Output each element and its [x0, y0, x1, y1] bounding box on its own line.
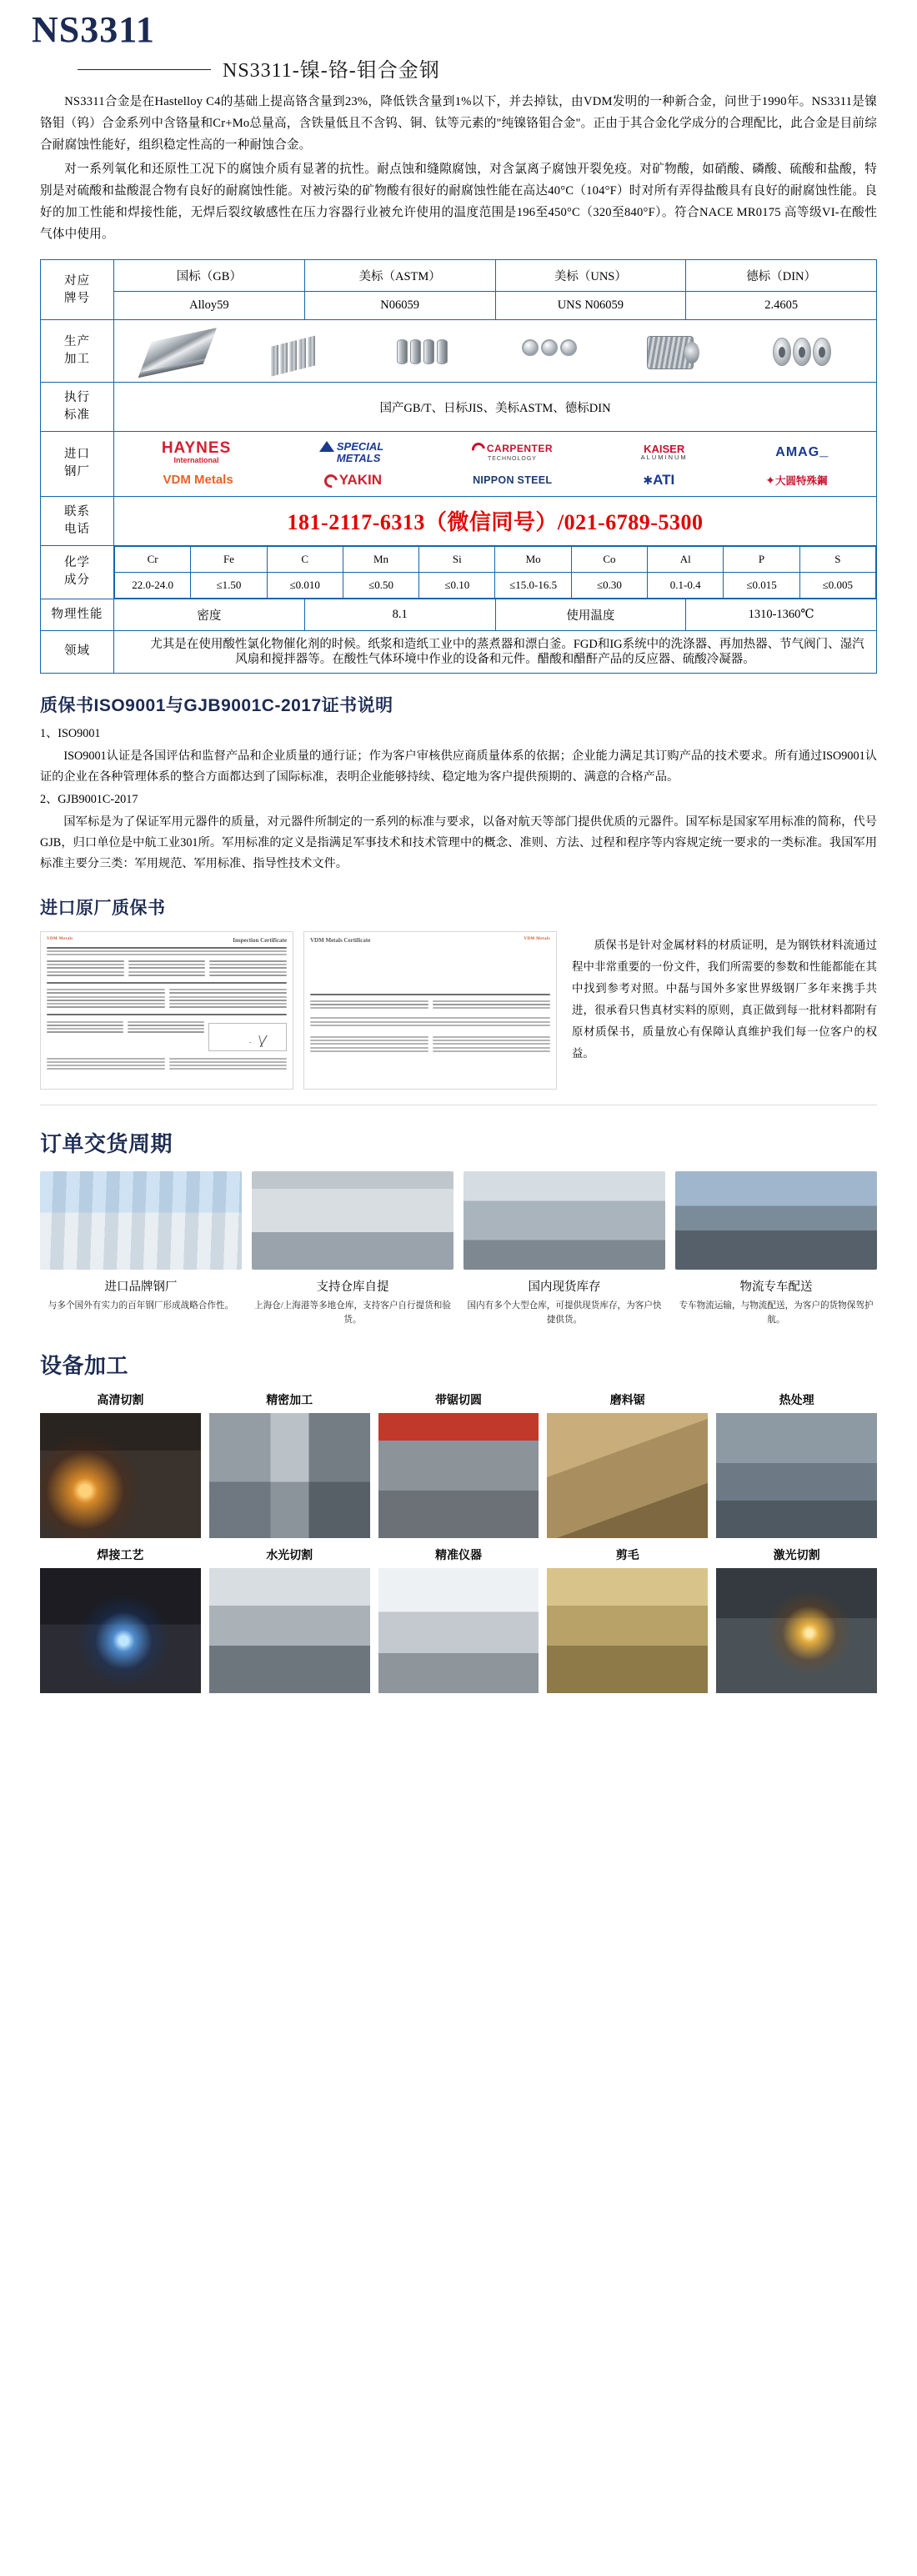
- steel-sheet-image: [146, 329, 218, 373]
- row-label-mills: [41, 432, 114, 497]
- row-label-line-1: 对应: [64, 273, 90, 288]
- chem-value-p: ≤0.015: [724, 572, 799, 598]
- equipment-title: 热处理: [779, 1394, 814, 1407]
- equipment-title: 带锯切圆: [434, 1394, 482, 1407]
- intro-section: [0, 83, 917, 245]
- chem-value-s: ≤0.005: [799, 572, 875, 598]
- table-row-brand-values: [41, 292, 877, 320]
- yakin-logo: YAKIN: [324, 473, 382, 488]
- order-card: [40, 1171, 242, 1327]
- subtitle-row: [32, 53, 917, 83]
- table-row-production: [41, 320, 877, 383]
- row-label-line-1: 生产: [64, 335, 90, 348]
- horizontal-rule: [78, 69, 211, 70]
- order-card: [464, 1171, 665, 1327]
- import-cert-description: 质保书是针对金属材料的材质证明，是为钢铁材料流通过程中非常重要的一份文件，我们所需要的参数和性能都能在其中找到参考对照。中磊与国外多家世界级钢厂多年来携手共进，很承看只售真材实料的原则，真正做到每一批材料都附有原材质保书，质量放心有保障认真维护我们每一位客户的权益。: [572, 938, 877, 1060]
- row-label-standard: [41, 383, 114, 432]
- order-section-heading: 订单交货周期: [40, 1130, 173, 1156]
- production-images-cell: [114, 320, 877, 383]
- row-label-line-1: 联系: [64, 504, 90, 519]
- col-header-uns: 美标（UNS）: [495, 260, 686, 292]
- row-label-line-2: 加工: [64, 353, 90, 366]
- equipment-cell: [378, 1391, 539, 1538]
- mill-logo-row-2: [118, 473, 873, 488]
- stock-photo: [464, 1171, 665, 1270]
- field-value: 尤其是在使用酸性氯化物催化剂的时候。纸浆和造纸工业中的蒸煮器和漂白釜。FGD和IG系统中的洗涤器、再加热器、节气阀门、湿汽风扇和搅拌器等。在酸性气体环境中作业的设备和元件。醋酸和醋酐产品的反应器、硫酸冷凝器。: [114, 630, 877, 673]
- table-row-chemistry: [41, 545, 877, 599]
- equipment-title: 水光切割: [266, 1549, 313, 1562]
- temperature-label: 使用温度: [495, 599, 686, 630]
- order-card-title: 进口品牌钢厂: [104, 1280, 178, 1294]
- welding-photo: [40, 1568, 201, 1693]
- chem-element-mo: Mo: [495, 546, 571, 572]
- cert-item-2-number: 2、GJB9001C-2017: [40, 792, 138, 806]
- standard-value: 国产GB/T、日标JIS、美标ASTM、德标DIN: [114, 383, 877, 432]
- density-value: 8.1: [304, 599, 495, 630]
- chem-element-al: Al: [648, 546, 724, 572]
- row-label-contact: [41, 496, 114, 545]
- equipment-cell: [547, 1391, 708, 1538]
- value-din: 2.4605: [686, 292, 877, 320]
- row-label-line-2: 钢厂: [64, 465, 90, 479]
- equipment-cell: [209, 1391, 370, 1538]
- table-row-standard: [41, 383, 877, 432]
- table-row-contact: [41, 496, 877, 545]
- page-header: [0, 0, 917, 83]
- nippon-steel-logo: NIPPON STEEL: [473, 474, 553, 486]
- cert-section-body: [0, 724, 917, 875]
- equipment-cell: [716, 1391, 877, 1538]
- intro-paragraph-1: NS3311合金是在Hastelloy C4的基础上提高铬含量到23%，降低铁含量到1%以下，并去掉钛，由VDM发明的一种新合金，问世于1990年。NS3311是镍铬钼（钨）合金系列中含铬量和Cr+Mo总量高，含铁量低且不含钨、铜、钛等元素的"纯镍铬钼合金"。正由于其合金化学成分的合理配比，此合金是目前综合耐腐蚀性能好，组织稳定性高的一种耐蚀合金。: [40, 95, 877, 152]
- haynes-logo: HAYNES International: [161, 439, 232, 464]
- cert-left-title: Inspection Certificate: [233, 936, 287, 944]
- equipment-cell: [40, 1391, 201, 1538]
- row-label-line-1: 进口: [64, 448, 90, 462]
- storefront-photo: [40, 1171, 242, 1270]
- col-header-din: 德标（DIN）: [686, 260, 877, 292]
- chem-element-co: Co: [571, 546, 647, 572]
- cert-left-brand: VDM Metals: [47, 936, 73, 941]
- mill-logos-cell: [114, 432, 877, 497]
- import-cert-heading: 进口原厂质保书: [40, 898, 166, 918]
- table-row-mills: [41, 432, 877, 497]
- equipment-cell: [40, 1546, 201, 1693]
- equipment-cell: [378, 1546, 539, 1693]
- special-metals-logo: SPECIAL METALS: [319, 441, 383, 464]
- chem-element-fe: Fe: [191, 546, 267, 572]
- steel-rings-image: [522, 329, 594, 373]
- vdm-metals-logo: VDM Metals: [163, 473, 233, 488]
- row-label-chemistry: [41, 545, 114, 599]
- heat-treatment-photo: [716, 1413, 877, 1538]
- welding-wire-coil-image: [647, 329, 719, 373]
- value-gb: Alloy59: [114, 292, 305, 320]
- certificate-document-right: [303, 931, 557, 1090]
- equipment-title: 磨料锯: [609, 1394, 645, 1407]
- kaiser-aluminum-logo: KAISER ALUMINUM: [640, 443, 688, 462]
- chem-value-fe: ≤1.50: [191, 572, 267, 598]
- order-card-title: 支持仓库自提: [316, 1280, 389, 1294]
- laser-cutting-photo: [716, 1568, 877, 1693]
- page-title: NS3311: [32, 9, 155, 50]
- order-card: [252, 1171, 453, 1327]
- chem-element-si: Si: [419, 546, 495, 572]
- chemistry-subtable-cell: [114, 545, 877, 599]
- order-card-desc: 与多个国外有实力的百年钢厂形成战略合作性。: [48, 1301, 234, 1311]
- ati-logo: ✱ATI: [643, 472, 675, 489]
- equipment-title: 激光切割: [773, 1549, 820, 1562]
- cert-item-1-body: ISO9001认证是各国评估和监督产品和企业质量的通行证；作为客户审核供应商质量体系的依据；企业能力满足其订购产品的技术要求。所有通过ISO9001认证的企业在各种管理体系的整合方面都达到了国际标准，表明企业能够持续、稳定地为客户提供预期的、满意的合格产品。: [40, 749, 877, 784]
- chem-element-c: C: [267, 546, 343, 572]
- row-label-physical: 物理性能: [41, 599, 114, 630]
- cert-section-heading: 质保书ISO9001与GJB9001C-2017证书说明: [40, 695, 393, 715]
- row-label-line-1: 化学: [64, 556, 90, 570]
- plasma-cutting-photo: [40, 1413, 201, 1538]
- density-label: 密度: [114, 599, 305, 630]
- order-cards: [0, 1165, 917, 1327]
- steel-angle-bars-image: [271, 329, 343, 373]
- order-card: [675, 1171, 877, 1327]
- specification-table-wrapper: [0, 248, 917, 674]
- order-card-title: 国内现货库存: [528, 1280, 601, 1294]
- chem-value-al: 0.1-0.4: [648, 572, 724, 598]
- row-label-production: [41, 320, 114, 383]
- value-astm: N06059: [304, 292, 495, 320]
- table-row-field: [41, 630, 877, 673]
- page-subtitle: NS3311-镍-铬-钼合金钢: [223, 60, 440, 82]
- equipment-title: 高清切割: [97, 1394, 144, 1407]
- chem-value-c: ≤0.010: [267, 572, 343, 598]
- mill-logo-row-1: [118, 440, 873, 464]
- table-row-brand-headers: [41, 260, 877, 292]
- abrasive-saw-photo: [547, 1413, 708, 1538]
- row-label-line-2: 牌号: [64, 291, 90, 305]
- equipment-section-heading: 设备加工: [40, 1352, 129, 1378]
- chem-value-co: ≤0.30: [571, 572, 647, 598]
- equipment-cell: [209, 1546, 370, 1693]
- chem-element-mn: Mn: [343, 546, 418, 572]
- equipment-title: 剪毛: [615, 1549, 639, 1562]
- chemistry-value-row: [115, 572, 876, 598]
- chem-element-cr: Cr: [115, 546, 191, 572]
- cert-item-1-number: 1、ISO9001: [40, 726, 101, 740]
- dalian-special-steel-logo: ✦大圆特殊鋼: [765, 473, 828, 487]
- specification-table: [40, 259, 877, 674]
- contact-phone-cell[interactable]: [114, 496, 877, 545]
- cert-right-brand: VDM Metals: [524, 936, 550, 941]
- order-card-desc: 国内有多个大型仓库，可提供现货库存，为客户快捷供货。: [467, 1301, 662, 1325]
- row-label-line-2: 标准: [64, 408, 90, 422]
- row-label-line-1: 执行: [64, 391, 90, 404]
- carpenter-logo: CARPENTER TECHNOLOGY: [472, 443, 553, 462]
- col-header-astm: 美标（ASTM）: [304, 260, 495, 292]
- steel-flanges-image: [773, 329, 844, 373]
- chemistry-header-row: [115, 546, 876, 572]
- order-card-desc: 专车物流运输，与物流配送，为客户的货物保驾护航。: [679, 1301, 874, 1325]
- logistics-photo: [675, 1171, 877, 1270]
- shearing-photo: [547, 1568, 708, 1693]
- intro-paragraph-2: 对一系列氧化和还原性工况下的腐蚀介质有显著的抗性。耐点蚀和缝隙腐蚀，对含氯离子腐蚀开裂免疫。对矿物酸，如硝酸、磷酸、硫酸和盐酸，特别是对硫酸和盐酸混合物有良好的耐腐蚀性能。对被污染的矿物酸有很好的耐腐蚀性能在高达40°C（104°F）时对所有弄得盐酸具有良好的耐腐蚀性能。良好的加工性能和焊接性能，无焊后裂纹敏感性在压力容器行业被允许使用的温度范围是196至450°C（320至840°F）。符合NACE MR0175 高等级VI-在酸性气体中使用。: [40, 163, 877, 241]
- temperature-value: 1310-1360℃: [686, 599, 877, 630]
- table-row-physical: [41, 599, 877, 630]
- equipment-title: 精密加工: [266, 1394, 313, 1407]
- chemistry-table: [114, 546, 876, 599]
- cert-right-title: VDM Metals Certificate: [310, 936, 371, 944]
- equipment-cell: [547, 1546, 708, 1693]
- chem-element-p: P: [724, 546, 799, 572]
- col-header-gb: 国标（GB）: [114, 260, 305, 292]
- signature-mark: [243, 1035, 281, 1047]
- chem-element-s: S: [799, 546, 875, 572]
- equipment-cell: [716, 1546, 877, 1693]
- import-cert-images: [40, 931, 557, 1090]
- row-label-line-2: 成分: [64, 574, 90, 588]
- chem-value-mo: ≤15.0-16.5: [495, 572, 571, 598]
- amag-logo: AMAG＿: [775, 444, 829, 459]
- precision-machining-photo: [209, 1413, 370, 1538]
- row-label-line-2: 电话: [64, 522, 90, 536]
- equipment-title: 精准仪器: [434, 1549, 482, 1562]
- steel-tubes-image: [397, 329, 469, 373]
- equipment-grid: [0, 1386, 917, 1693]
- bandsaw-cutting-photo: [378, 1413, 539, 1538]
- contact-phone-number[interactable]: 181-2117-6313（微信同号）/021-6789-5300: [287, 510, 704, 535]
- cert-item-2-body: 国军标是为了保证军用元器件的质量，对元器件所制定的一系列的标准与要求，以备对航天等部门提供优质的元器件。国军标是国家军用标准的简称，代号GJB，归口单位是中航工业301所。军用标准的定义是指满足军事技术和技术管理中的概念、准则、方法、过程和程序等内容规定统一要求的一类标准。我国军用标准主要分三类：军用规范、军用标准、指导性技术文件。: [40, 814, 877, 870]
- chem-value-mn: ≤0.50: [343, 572, 418, 598]
- order-card-title: 物流专车配送: [739, 1280, 813, 1294]
- row-label-brand: [41, 260, 114, 320]
- precision-instrument-photo: [378, 1568, 539, 1693]
- warehouse-photo: [252, 1171, 453, 1270]
- order-card-desc: 上海仓/上海港等多地仓库，支持客户自行提货和验货。: [253, 1301, 451, 1325]
- certificate-document-left: [40, 931, 293, 1090]
- equipment-title: 焊接工艺: [97, 1549, 144, 1562]
- chem-value-cr: 22.0-24.0: [115, 572, 191, 598]
- chem-value-si: ≤0.10: [419, 572, 495, 598]
- waterjet-cutting-photo: [209, 1568, 370, 1693]
- row-label-field: 领域: [41, 630, 114, 673]
- import-cert-wrapper: [0, 926, 917, 1090]
- value-uns: UNS N06059: [495, 292, 686, 320]
